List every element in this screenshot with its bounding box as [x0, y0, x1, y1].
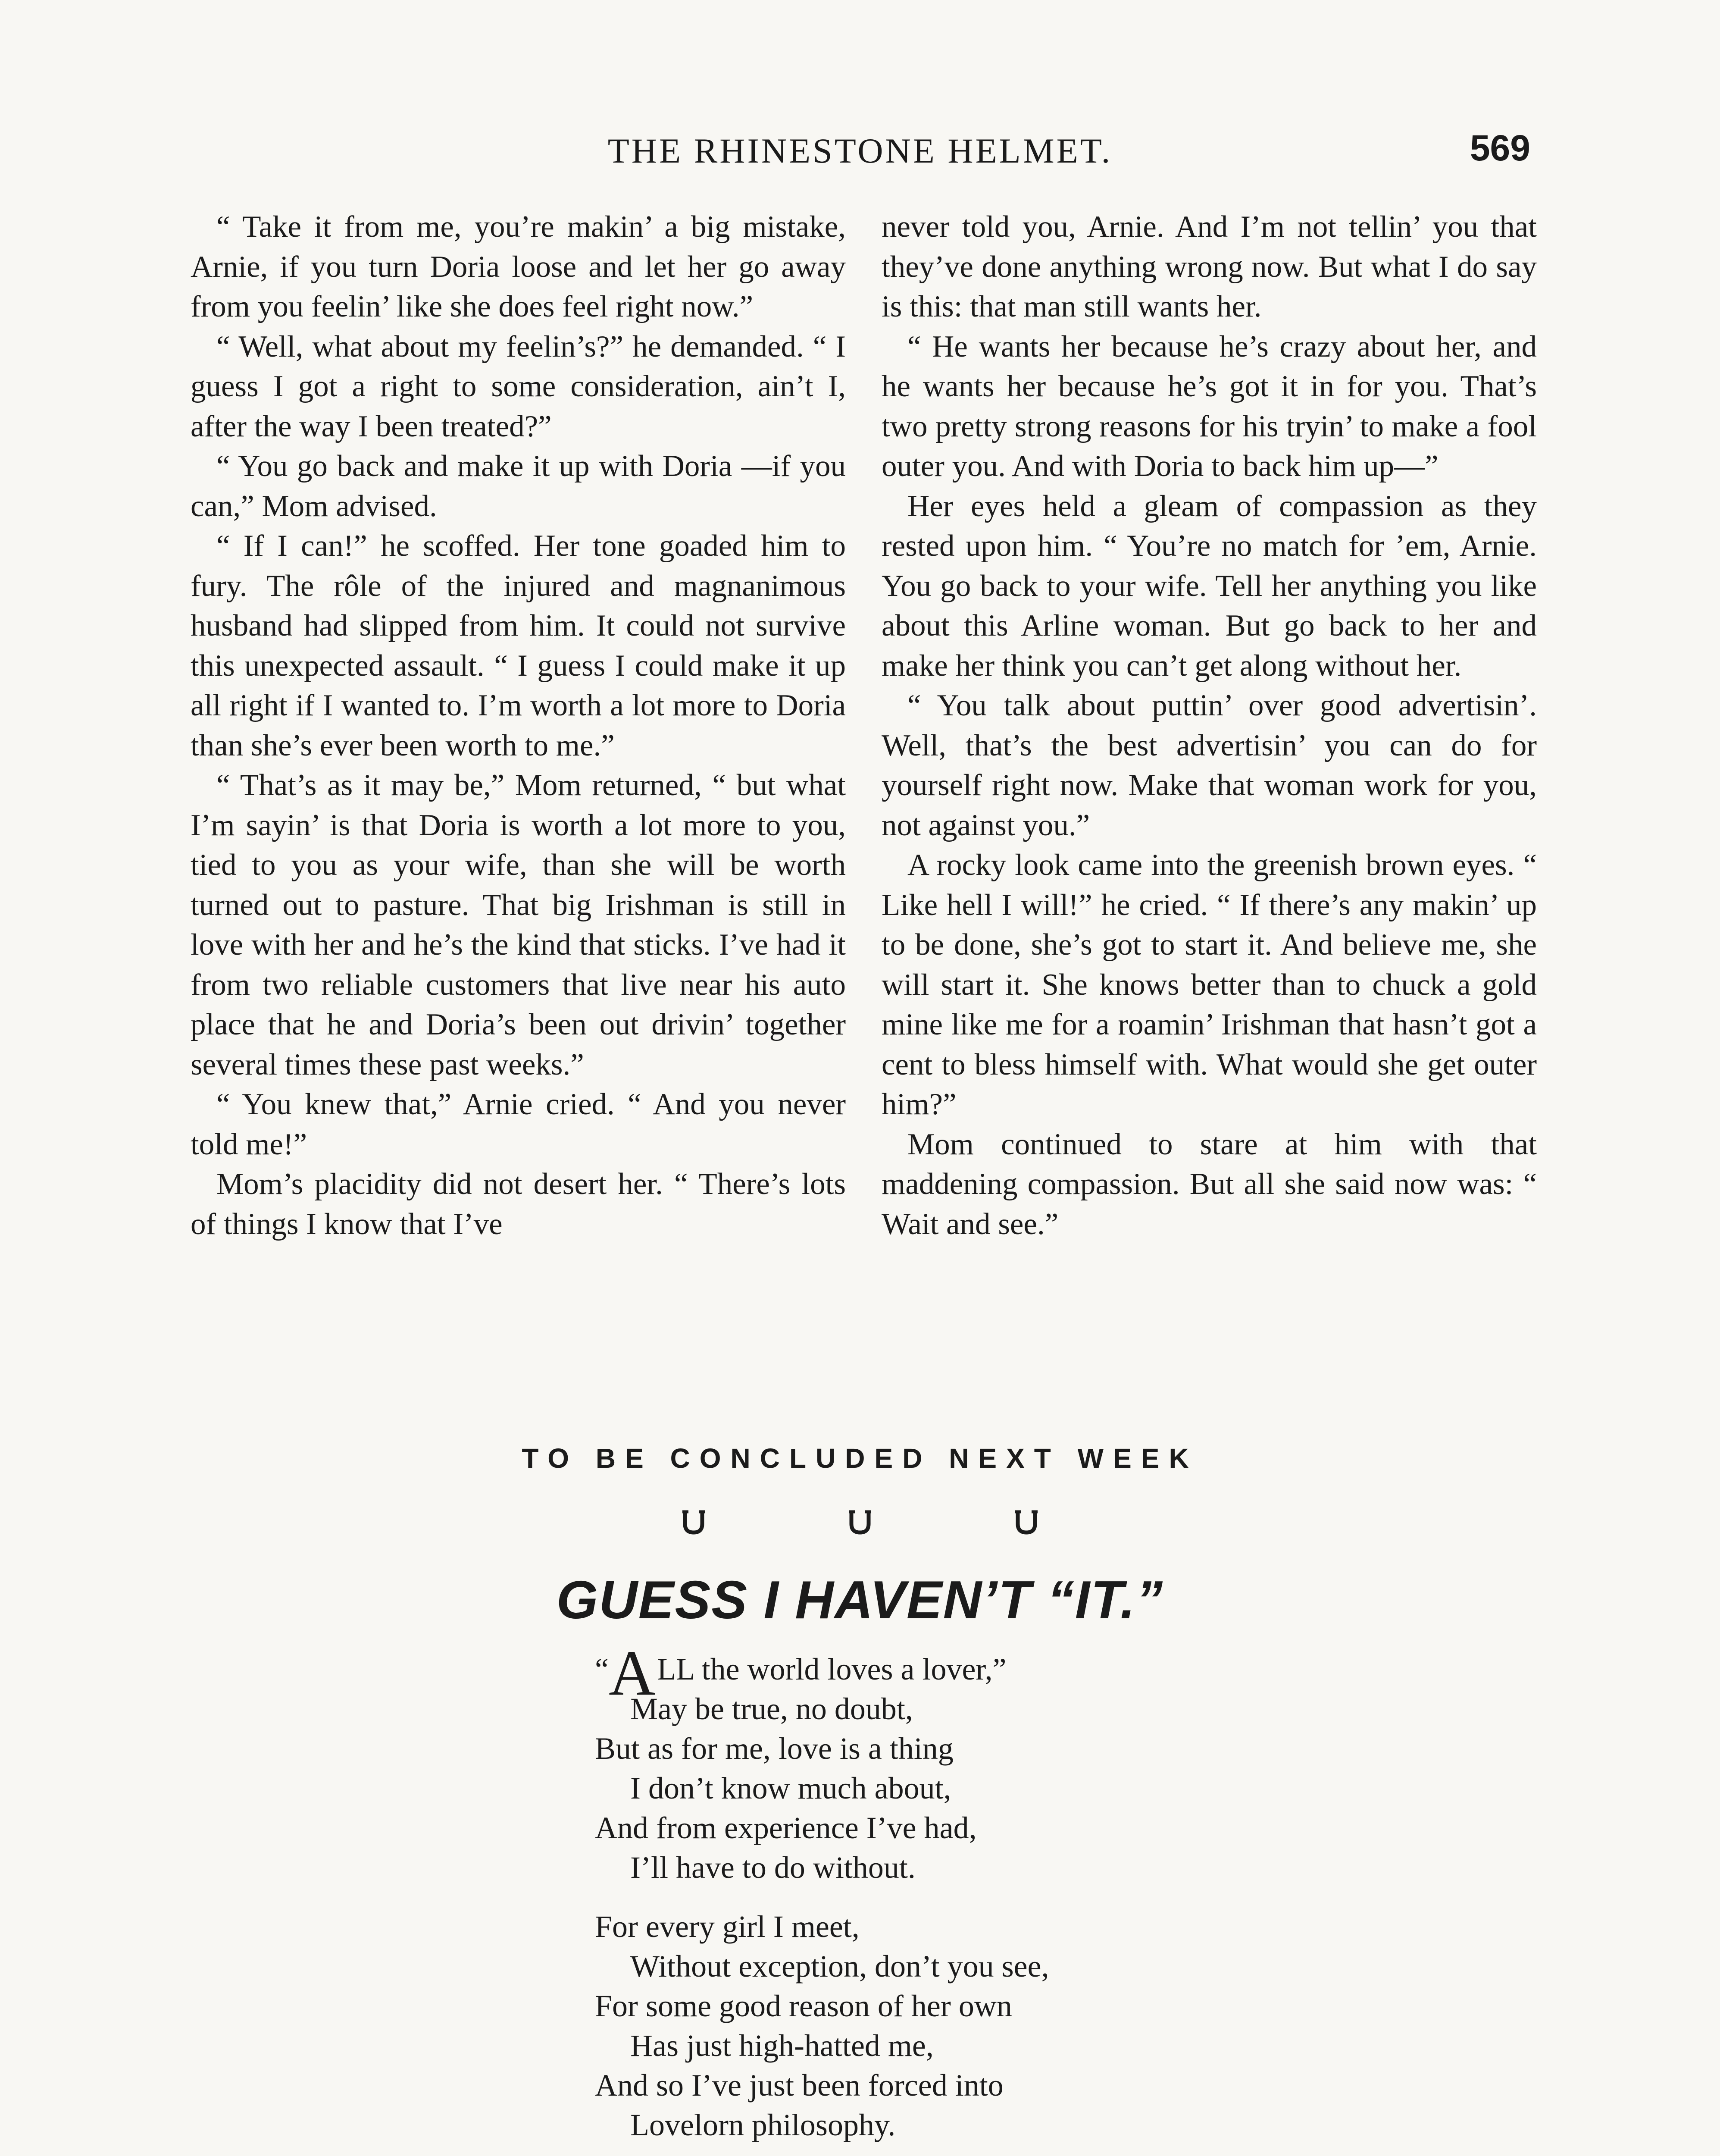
- paragraph: “ If I can!” he scoffed. Her tone goaded him to fury. The rôle of the injured and magnanimous husband had slipped from him. It could not survive this unexpected assault. “ I guess I could make it up all right if I wanted to. I’m worth a lot more to Doria than she’s ever been worth to me.”: [191, 529, 846, 762]
- paragraph: A rocky look came into the greenish brown eyes. “ Like hell I will!” he cried. “ If there’s any makin’ up to be done, she’s got to start it. And believe me, she will start it. She knows better than to chuck a gold mine like me for a roamin’ Irishman that hasn’t got a cent to bless himself with. What would she get outer him?”: [882, 848, 1537, 1121]
- horseshoe-ornament-icon: [1014, 1509, 1038, 1535]
- poem-line: Lovelorn philosophy.: [630, 2108, 896, 2142]
- running-head: [190, 123, 1530, 175]
- drop-cap: A: [608, 1637, 656, 1709]
- poem-line: For some good reason of her own: [595, 1989, 1012, 2023]
- poem-line: For every girl I meet,: [595, 1909, 860, 1944]
- poem-line: But as for me, love is a thing: [595, 1731, 954, 1766]
- poem: [595, 1637, 1328, 2156]
- poem-stanza: [595, 1637, 1328, 1887]
- paragraph: “ You go back and make it up with Doria —if you can,” Mom advised.: [191, 449, 846, 523]
- paragraph: never told you, Arnie. And I’m not tellin’ you that they’ve done anything wrong now. But what I do say is this: that man still wants her.: [882, 210, 1537, 323]
- poem-line: I don’t know much about,: [630, 1771, 951, 1805]
- paragraph: “ Well, what about my feelin’s?” he demanded. “ I guess I got a right to some consideration, ain’t I, after the way I been treated?”: [191, 329, 846, 443]
- page-number: 569: [1470, 128, 1530, 168]
- right-column: [882, 207, 1537, 1244]
- poem-line: And from experience I’ve had,: [595, 1811, 977, 1845]
- poem-line: Has just high-hatted me,: [630, 2028, 934, 2063]
- poem-line: And so I’ve just been forced into: [595, 2068, 1004, 2103]
- paragraph: Her eyes held a gleam of compassion as they rested upon him. “ You’re no match for ’em, Arnie. You go back to your wife. Tell her anything you like about this Arline woman. But go back to her and make her think you can’t get along without her.: [882, 489, 1537, 683]
- paragraph: “ That’s as it may be,” Mom returned, “ but what I’m sayin’ is that Doria is worth a lot more to you, tied to you as your wife, than she will be worth turned out to pasture. That big Irishman is still in love with her and he’s the kind that sticks. I’ve had it from two reliable customers that live near his auto place that he and Doria’s been out drivin’ together several times these past weeks.”: [191, 768, 846, 1081]
- poem-stanza: [595, 1907, 1328, 2145]
- poem-title: GUESS I HAVEN’T “IT.”: [556, 1570, 1164, 1630]
- poem-line-text: LL the world loves a lover,”: [657, 1652, 1007, 1686]
- opening-quote: “: [595, 1652, 609, 1686]
- paragraph: Mom continued to stare at him with that maddening compassion. But all she said now was: “ Wait and see.”: [882, 1127, 1537, 1241]
- paragraph: “ He wants her because he’s crazy about her, and he wants her because he’s got it in for you. That’s two pretty strong reasons for his tryin’ to make a fool outer you. And with Doria to back him up—”: [882, 329, 1537, 483]
- to-be-concluded-note: TO BE CONCLUDED NEXT WEEK: [522, 1443, 1198, 1474]
- horseshoe-ornament-icon: [682, 1509, 706, 1535]
- horseshoe-ornament-icon: [848, 1509, 872, 1535]
- running-title: THE RHINESTONE HELMET.: [607, 131, 1113, 170]
- paragraph: “ You knew that,” Arnie cried. “ And you never told me!”: [191, 1087, 846, 1161]
- poem-line: May be true, no doubt,: [630, 1692, 913, 1726]
- ornament-divider: [0, 1509, 1720, 1535]
- paragraph: Mom’s placidity did not desert her. “ There’s lots of things I know that I’ve: [191, 1167, 846, 1241]
- left-column: [191, 207, 846, 1244]
- poem-line: I’ll have to do without.: [630, 1850, 916, 1885]
- poem-line: Without exception, don’t you see,: [630, 1949, 1049, 1984]
- paragraph: “ Take it from me, you’re makin’ a big mistake, Arnie, if you turn Doria loose and let her go away from you feelin’ like she does feel right now.”: [191, 210, 846, 323]
- paragraph: “ You talk about puttin’ over good advertisin’. Well, that’s the best advertisin’ you can do for yourself right now. Make that woman work for you, not against you.”: [882, 689, 1537, 842]
